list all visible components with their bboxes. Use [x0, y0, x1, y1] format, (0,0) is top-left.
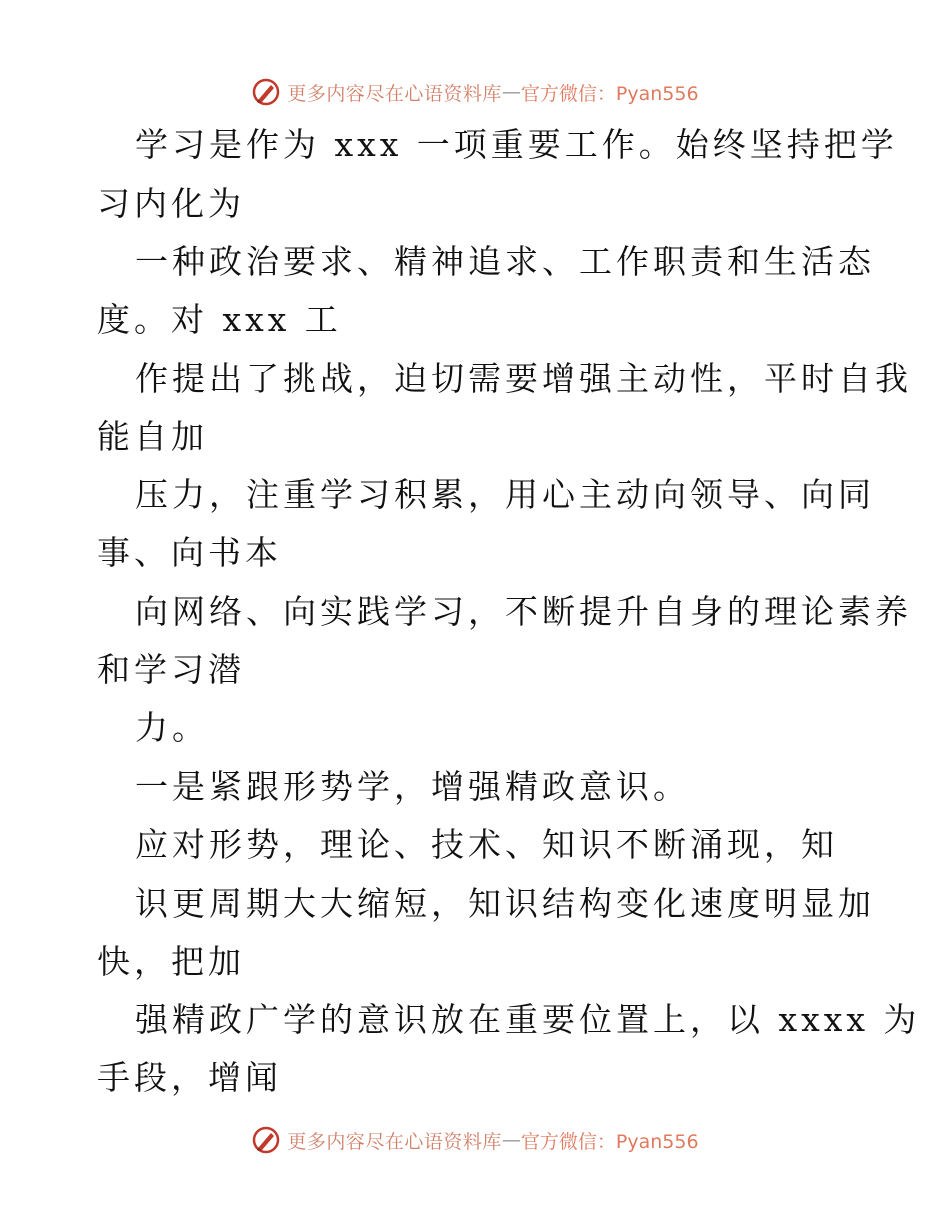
- paragraph-line: 一种政治要求、精神追求、工作职责和生活态: [135, 242, 875, 281]
- watermark-text: 更多内容尽在心语资料库: [287, 82, 502, 105]
- paragraph-line: 习内化为: [97, 184, 245, 223]
- paragraph-line: 快，把加: [97, 942, 245, 981]
- paragraph-line: 事、向书本: [97, 533, 282, 572]
- paragraph-line: 和学习潜: [97, 650, 245, 689]
- pen-logo-icon: [251, 77, 281, 107]
- paragraph-line: 学习是作为 xxx 一项重要工作。始终坚持把学: [135, 125, 898, 164]
- paragraph-line: 度。对 xxx 工: [97, 300, 342, 339]
- watermark-contact: 官方微信：Pyan556: [520, 1130, 699, 1153]
- paragraph-line: 向网络、向实践学习，不断提升自身的理论素养: [135, 592, 912, 631]
- watermark-contact: 官方微信：Pyan556: [520, 82, 699, 105]
- watermark-dash: —: [501, 81, 521, 103]
- paragraph-line: 手段，增闻: [97, 1058, 282, 1097]
- watermark-dash: —: [501, 1129, 521, 1151]
- watermark-text: 更多内容尽在心语资料库: [287, 1130, 502, 1153]
- paragraph-line: 一是紧跟形势学，增强精政意识。: [135, 767, 690, 806]
- paragraph-line: 压力，注重学习积累，用心主动向领导、向同: [135, 475, 875, 514]
- paragraph-line: 强精政广学的意识放在重要位置上，以 xxxx 为: [135, 1000, 921, 1039]
- pen-logo-icon: [251, 1125, 281, 1155]
- header-watermark: [0, 72, 950, 112]
- paragraph-line: 应对形势，理论、技术、知识不断涌现，知: [135, 825, 838, 864]
- paragraph-line: 识更周期大大缩短，知识结构变化速度明显加: [135, 884, 875, 923]
- footer-watermark: [0, 1120, 950, 1160]
- paragraph-line: 力。: [135, 708, 209, 747]
- paragraph-line: 作提出了挑战，迫切需要增强主动性，平时自我: [135, 359, 912, 398]
- paragraph-line: 能自加: [97, 417, 208, 456]
